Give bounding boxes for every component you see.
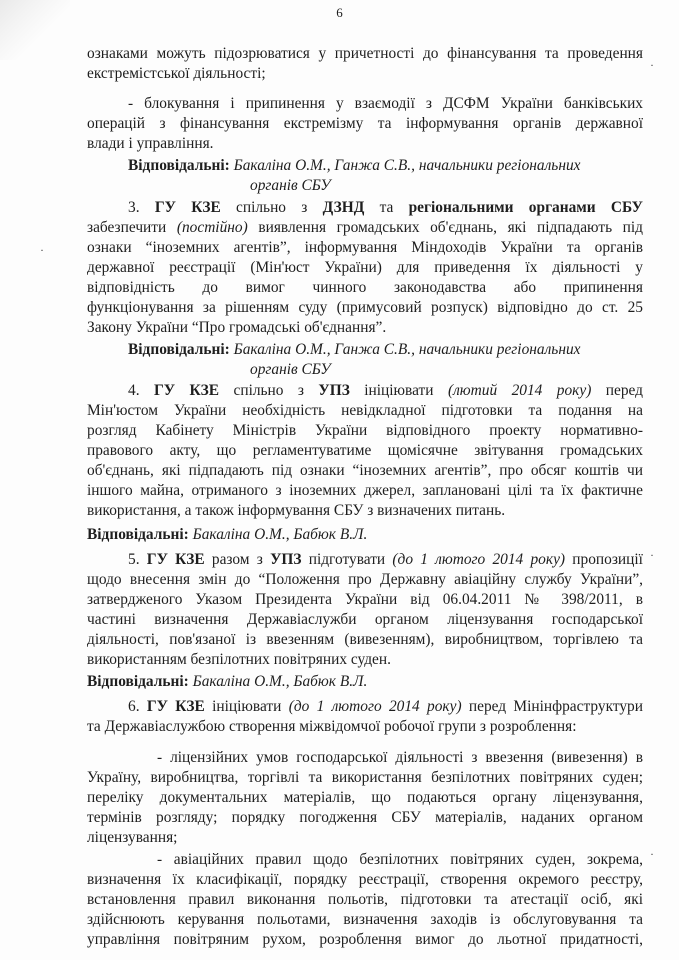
text-span: ініціювати: [364, 382, 434, 399]
responsible-label: Відповідальні:: [87, 673, 189, 690]
scan-mark: ·: [650, 548, 654, 562]
body-line: правового акту, що регламентуватиме щомісячне звітування громадських: [87, 442, 643, 459]
responsible-block: [128, 156, 679, 176]
connector-text: та: [379, 199, 394, 216]
body-line: ознаки “іноземних агентів”, інформування Міндоходів України та органів: [87, 239, 643, 256]
responsible-block: [87, 672, 679, 692]
body-line: визначення їх класифікації, порядку реєстрації, створення окремого реєстру,: [87, 871, 643, 888]
body-line: управління повітряним рухом, розроблення вимог до льотної придатності,: [87, 931, 643, 948]
department-name: ГУ КЗЕ: [146, 698, 205, 715]
deadline: (лютий 2014 року): [447, 382, 592, 399]
body-line: встановлення правил виконання польотів, підготовки та атестації осіб, які: [87, 891, 643, 908]
department-name: регіональними органами СБУ: [408, 199, 643, 216]
deadline: (до 1 лютого 2014 року): [288, 698, 462, 715]
responsible-names: Бакаліна О.М., Бабюк В.Л.: [192, 526, 368, 543]
deadline: (до 1 лютого 2014 року): [392, 551, 566, 568]
item-number: 4.: [128, 382, 140, 399]
body-line: діяльності, пов'язаної із ввезенням (вивезенням), виробництвом, торгівлею та: [87, 631, 643, 648]
department-name: ДЗНД: [322, 199, 365, 216]
body-line: розгляд Кабінету Міністрів України відповідного проекту нормативно-: [87, 422, 643, 439]
body-line: щодо внесення змін до “Положення про Державну авіаційну службу України”,: [87, 571, 643, 588]
body-line: іншого майна, отриманого з іноземних джерел, заплановані цілі та їх фактичне: [87, 482, 643, 499]
body-line: Україну, виробництва, торгівлі та використання безпілотних повітряних суден;: [87, 769, 643, 786]
department-name: УПЗ: [270, 551, 302, 568]
scan-mark: ·: [650, 58, 654, 72]
body-line: ліцензування;: [87, 829, 178, 846]
body-line: функціонування за рішенням суду (примусовий розпуск) відповідно до ст. 25: [87, 299, 643, 316]
paragraph-5-heading: [128, 550, 643, 570]
text-span: пропозиції: [572, 551, 643, 568]
body-line: здійснюють керування польотами, визначення заходів із обслуговування та: [87, 911, 643, 928]
item-number: 3.: [128, 199, 140, 216]
body-line: частині визначення Державіаслужби органом ліцензування господарської: [87, 611, 643, 628]
text-span: виявлення громадських об'єднань, які підпадають під: [258, 219, 644, 236]
responsible-names-cont: органів СБУ: [250, 361, 331, 378]
body-line: ознаками можуть підозрюватися у причетності до фінансування та проведення: [87, 45, 643, 62]
responsible-names-cont: органів СБУ: [250, 177, 331, 194]
text-span: підготувати: [308, 551, 386, 568]
body-line: операцій з фінансування екстремізму та інформування органів державної: [87, 115, 643, 132]
body-line: затвердженого Указом Президента України від 06.04.2011 № 398/2011, в: [87, 591, 643, 608]
body-line: переліку документальних матеріалів, що подаються органу ліцензування,: [87, 789, 643, 806]
responsible-label: Відповідальні:: [87, 526, 189, 543]
text-span: перед: [605, 382, 644, 399]
body-line: використанням безпілотних повітряних суден.: [87, 651, 391, 668]
department-name: ГУ КЗЕ: [146, 551, 205, 568]
text-span: забезпечити: [87, 219, 167, 236]
scan-mark: ·: [40, 243, 44, 257]
body-line: Закону України “Про громадські об'єднання”.: [87, 319, 387, 336]
body-line: об'єднань, які підпадають під ознаки “іноземних агентів”, про обсяг коштів чи: [87, 462, 643, 479]
paragraph-6-heading: [128, 697, 643, 717]
responsible-names: Бакаліна О.М., Бабюк В.Л.: [192, 673, 368, 690]
connector-text: спільно з: [233, 382, 304, 399]
deadline: (постійно): [176, 219, 248, 236]
responsible-label: Відповідальні:: [128, 341, 230, 358]
department-name: ГУ КЗЕ: [154, 199, 221, 216]
body-line: [87, 218, 643, 238]
item-number: 5.: [128, 551, 140, 568]
body-line: державної реєстрації (Мін'юст України) для приведення їх діяльності у: [87, 259, 643, 276]
bullet-line: - ліцензійних умов господарської діяльності з ввезення (вивезення) в: [157, 749, 643, 766]
text-span: ініціювати: [212, 698, 282, 715]
body-line: термінів розгляду; порядку погодження СБУ матеріалів, наданих органом: [87, 809, 643, 826]
body-line: Мін'юстом України необхідність невідкладної підготовки та подання на: [87, 402, 643, 419]
responsible-block: [128, 340, 679, 360]
body-line: відповідність до вимог чинного законодавства або припинення: [87, 279, 643, 296]
bullet-line: - блокування і припинення у взаємодії з ДСФМ України банківських: [128, 95, 643, 112]
body-line: влади і управління.: [87, 135, 214, 152]
scan-mark: ·: [650, 847, 654, 861]
bullet-line: - авіаційних правил щодо безпілотних повітряних суден, зокрема,: [157, 851, 643, 868]
paragraph-4-heading: [128, 381, 643, 401]
paragraph-3-heading: [128, 198, 643, 218]
connector-text: разом з: [211, 551, 263, 568]
responsible-label: Відповідальні:: [128, 157, 230, 174]
body-line: використання, а також інформування СБУ з визначених питань.: [87, 502, 506, 519]
body-line: екстремістської діяльності;: [87, 65, 266, 82]
department-name: УПЗ: [318, 382, 350, 399]
page-number: 6: [336, 5, 343, 20]
connector-text: спільно з: [236, 199, 308, 216]
responsible-names: Бакаліна О.М., Ганжа С.В., начальники регіональних: [233, 157, 581, 174]
body-line: та Державіаслужбою створення міжвідомчої робочої групи з розроблення:: [87, 718, 577, 735]
responsible-names: Бакаліна О.М., Ганжа С.В., начальники регіональних: [233, 341, 581, 358]
text-span: перед Мінінфраструктури: [468, 698, 643, 715]
item-number: 6.: [128, 698, 140, 715]
department-name: ГУ КЗЕ: [153, 382, 220, 399]
responsible-block: [87, 525, 679, 545]
